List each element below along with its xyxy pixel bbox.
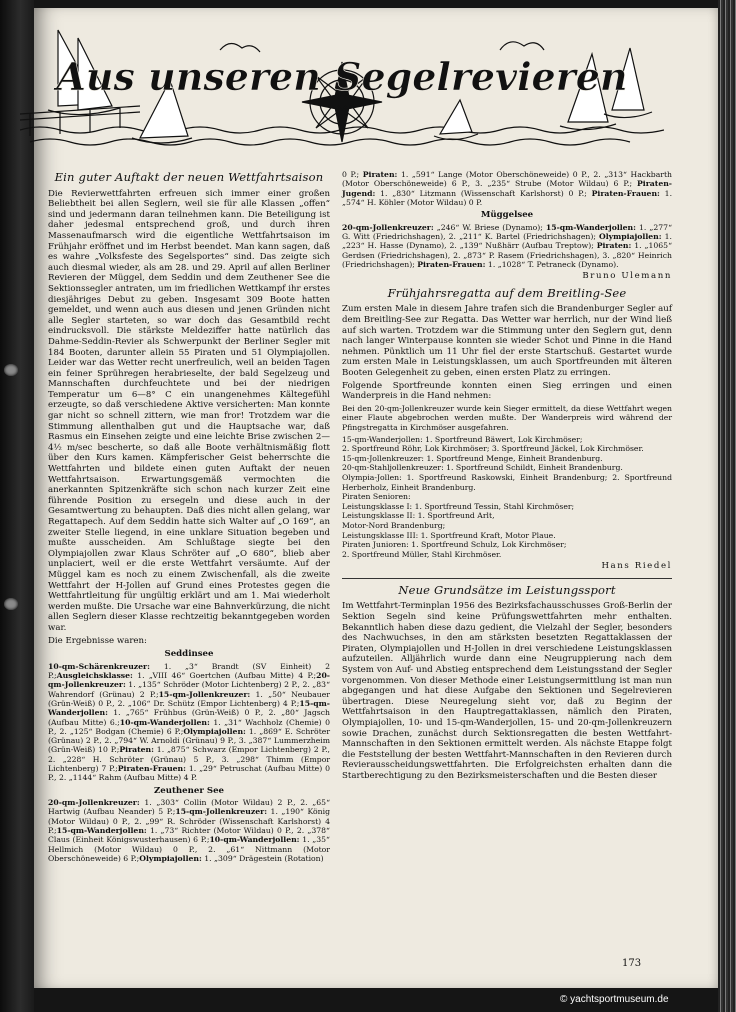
article-paragraph: Die Revierwettfahrten erfreuen sich immer einer großen Beliebtheit bei allen Seglern, weil sie für alle Klassen „offen“ sind und jedermann daran teilnehmen kann. Die Beteiligung ist daher jedesmal entsprechend groß, und durch ihren Massenaufmarsch wird die eigentliche Wettfahrtsaison im Frühjahr eröffnet und im Herbst beendet. Man kann sagen, daß es wahre „Volksfeste des Segelsportes“ sind. Das zeigte sich auch diesmal wieder, als am 28. und 29. April auf allen Berliner Revieren der Müggel, dem Seddin und dem Zeuthener See die Sektionssegler antraten, um im friedlichen Wettkampf ihr erstes diesjähriges Debut zu geben. Insgesamt 309 Boote hatten gemeldet, und wenn auch aus diesen und jenen Gründen nicht alle Segler starteten, so war doch das Gesamtbild recht eindrucksvoll. Die stärkste Meldeziffer hatte natürlich das Dahme-Seddin-Revier als Schwerpunkt der Berliner Segler mit 184 Booten, darunter allein 55 Piraten und 51 Olympiajollen. Leider war das Wetter recht unerfreulich, weil an beiden Tagen ein feiner Sprühregen herabrieselte, der bald Segelzeug und Mannschaften durchfeuchtete und bei der niedrigen Temperatur um 6—8° C ein unangenehmes Kältegefühl erzeugte, so daß verschiedene Aktive versicherten: Man konnte gar nicht so schnell zittern, wie man fror! Trotzdem war die Stimmung allenthalben gut und die Hauptsache war, daß Rasmus ein Einsehen zeigte und eine leichte Brise zwischen 2—4½ m/sec bescherte, so daß alle Boote verhältnismäßig flott über den Kurs kamen. Kämpferischer Geist beherrschte die Wettfahrten und bildete einen guten Auftakt der neuen Wettfahrtsaison. Erwartungsgemäß vermochten die anerkannten Spitzenkräfte sich schon nach kurzer Zeit eine führende Position zu ersegeln und diese auch in der Gesamtwertung zu behaupten. Daß dies nicht allen gelang, war Regattapech. Auf dem Seddin hatte sich Walter auf „O 169“, an zweiter Stelle liegend, in eine unklare Situation begeben und mußte ausscheiden. Am Schlußtage siegte bei den Olympiajollen zwar Klaus Schröter auf „O 680“, blieb aber unplaciert, weil er die erste Wettfahrt versäumte. Auf der Müggel kam es noch zu einem Zwischenfall, als die zweite Wettfahrt der H-Jollen auf Grund eines Protestes gegen die Wettfahrtleitung für ungültig erklärt und am 1. Mai wiederholt werden mußte. Die Ursache war eine Bahnverkürzung, die nicht allen Seglern dieser Klasse rechtzeitig bekanntgegeben worden war. [48,188,330,633]
author-name: Hans Riedel [601,561,672,572]
class-label: 10-qm-Schärenkreuzer: [48,661,150,671]
class-label: Olympiajollen: [183,726,246,736]
left-column [48,170,330,863]
class-label: 15-qm-Wanderjollen: [545,222,636,232]
result-text: 1. „591“ Lange (Motor Oberschöneweide) 0 P., 2. „313“ Hackbarth (Motor Oberschöneweide) 6 P., 3. „235“ Strube (Motor Wildau) 6 P.; [342,170,672,189]
results-list [342,170,672,207]
result-text: 1. „VIII 46“ Goertchen (Aufbau Mitte) 4 P.; [132,671,317,681]
class-label: Piraten: [362,170,398,179]
result-line: 2. Sportfreund Müller, Stahl Kirchmöser. [342,549,502,559]
result-text: 1. „765“ Frühbus (Grün-Weiß) 0 P., 2. „80“ Jagsch (Aufbau Mitte) 6.; [48,708,330,727]
class-label: Ausgleichsklasse: [56,671,133,681]
result-text: 1. „1028“ T. Petraneck (Dynamo). [485,259,619,269]
result-text: 1. „73“ Richter (Motor Wildau) 0 P., 2. „378“ Claus (Einheit Königswusterhausen) 6 P.; [48,826,330,845]
author-name: Bruno Ulemann [582,271,672,282]
result-text: 1. „574“ H. Köhler (Motor Wildau) 0 P. [342,188,673,207]
class-label: Olympiajollen: [599,232,662,242]
article-paragraph: Zum ersten Male in diesem Jahre trafen sich die Brandenburger Segler auf dem Breitling-See zur Regatta. Das Wetter war herrlich, nur der Wind ließ auf sich warten. Trotzdem war die Stimmung unter den Seglern gut, denn nach langer Winterpause konnten sie wieder Schot und Pinne in die Hand nehmen. Pünktlich um 11 Uhr fiel der erste Startschuß. Gestartet wurde zum ersten Male in Leistungsklassen, um auch Sportfreunden mit älteren Booten Gelegenheit zu geben, einen ersten Platz zu erringen. [342,304,672,379]
results-list [342,223,672,269]
result-line: 15-qm-Jollenkreuzer: 1. Sportfreund Menge, Einheit Brandenburg. [342,453,603,463]
class-label: Piraten: [119,745,154,755]
result-text: 1. „190“ König (Motor Wildau) 0 P., 2. „99“ R. Schröder (Wissenschaft Karlshorst) 4 P.; [48,807,330,836]
result-line: 15-qm-Wanderjollen: 1. Sportfreund Bäwert, Lok Kirchmöser; [342,434,583,444]
class-label: Piraten-Frauen: [591,188,660,198]
result-line: 20-qm-Stahljollenkreuzer: 1. Sportfreund Schildt, Einheit Brandenburg. [342,463,623,473]
class-label: Piraten-Frauen: [417,259,486,269]
class-label: 10-qm-Wanderjollen: [209,835,300,845]
class-label: Olympiajollen: [139,853,202,863]
class-label: Piraten-Frauen: [117,763,186,773]
result-text: 0 P.; [342,170,363,179]
article-title: Frühjahrsregatta auf dem Breitling-See [387,285,627,300]
result-text: 1. „35“ Hellmich (Motor Wildau) 0 P., 2. „61“ Nittmann (Motor Oberschöneweide) 6 P.; [48,835,330,863]
result-line: Olympia-Jollen: 1. Sportfreund Raskowski, Einheit Brandenburg; 2. Sportfreund Herberholz, Einheit Brandenburg. [342,472,672,492]
result-text: 1. „50“ Neubauer (Grün-Weiß) 0 P., 2. „106“ Dr. Schütz (Empor Lichtenberg) 4 P.; [48,689,330,708]
section-heading: Zeuthener See [153,785,225,796]
result-line: Piraten Senioren: [342,492,411,502]
page-number: 173 [622,958,642,969]
result-text: 1. „309“ Drägestein (Rotation) [201,853,324,863]
class-label: 20-qm-Jollenkreuzer: [342,222,434,232]
result-text: 1. „830“ Litzmann (Wissenschaft Karlshorst) 0 P.; [375,188,592,198]
result-text: 1. „303“ Collin (Motor Wildau) 2 P., 2. „65“ Hartwig (Aufbau Neander) 5 P.; [48,798,330,817]
result-text: 1. „1065“ Gerdsen (Friedrichshagen), 2. „873“ P. Rasem (Friedrichshagen), 3. „820“ Heinrich (Friedrichshagen); [342,241,672,269]
watermark-credit: © yachtsportmuseum.de [560,994,669,1005]
results-list [48,662,330,783]
binding-hole [4,598,18,610]
class-label: 15-qm-Jollenkreuzer: [158,689,251,699]
class-label: Piraten-Jugend: [342,179,672,198]
class-label: 20-qm-Jollenkreuzer: [48,798,140,808]
class-label: Piraten: [596,241,632,251]
class-label: 20-qm-Jollenkreuzer: [48,671,330,690]
result-line: Leistungsklasse III: 1. Sportfreund Kraft, Motor Plaue. [342,530,556,540]
header-illustration [20,10,664,160]
result-text: 1. „135“ Schröder (Motor Lichtenberg) 2 P., 2. „83“ Wahrendorf (Grünau) 2 P.; [48,680,330,699]
article-note: Bei den 20-qm-Jollenkreuzer wurde kein Sieger ermittelt, da diese Wettfahrt wegen einer Flaute abgebrochen werden mußte. Der Wanderpreis wird während der Pfingstregatta in Kirchmöser ausgefahren. [342,403,672,432]
result-line: Leistungsklasse I: 1. Sportfreund Tessin, Stahl Kirchmöser; [342,501,575,511]
header-title: Aus unseren Segelrevieren [56,54,628,99]
result-line: Motor-Nord Brandenburg; [342,520,446,530]
result-line: 2. Sportfreund Röhr, Lok Kirchmöser; 3. Sportfreund Jäckel, Lok Kirchmöser. [342,444,644,454]
article-title: Ein guter Auftakt der neuen Wettfahrtsaison [54,170,324,184]
result-text: 1. „223“ H. Hasse (Dynamo), 2. „139“ Nußhärr (Aufbau Treptow); [342,232,672,251]
result-text: 1. „869“ E. Schröter (Grünau) 2 P., 2. „794“ W. Arnoldi (Grünau) 9 P., 3. „387“ Lummerzheim (Grün-Weiß) 10 P.; [48,726,331,755]
section-heading: Müggelsee [480,210,534,221]
class-label: 15-qm-Jollenkreuzer: [175,807,268,817]
class-label: 10-qm-Wanderjollen: [119,717,210,727]
article-paragraph: Folgende Sportfreunde konnten einen Sieg erringen und einen Wanderpreis in die Hand nehmen: [342,380,672,402]
class-label: 15-qm-Wanderjollen: [56,826,147,836]
result-line: Leistungsklasse II: 1. Sportfreund Arlt, [342,511,495,521]
page-edges [718,0,736,1012]
article-paragraph: Im Wettfahrt-Terminplan 1956 des Bezirksfachausschusses Groß-Berlin der Sektion Segeln sind keine Prüfungswettfahrten mehr enthalten. Bekanntlich haben diese dazu gedient, die Vielzahl der Segler, besonders des Nachwuchses, in den am stärksten besetzten Regattaklassen der Piraten, Olympiajollen und H-Jollen in drei verschiedene Leistungsklassen aufzuteilen. Alljährlich wurde dann eine Neugruppierung nach dem System von Auf- und Abstieg entsprechend dem Leistungsstand der Segler vorgenommen. Von dieser Methode einer Leistungsermittlung ist man nun abgegangen und hat diese Aufgabe den Sektionen und Segelrevieren übertragen. Diese Neuregelung sieht vor, daß zu Beginn der Wettfahrtsaison in den Hauptregattaklassen, nämlich den Piraten, Olympiajollen, 10- und 15-qm-Wanderjollen, 15- und 20-qm-Jollenkreuzern sowie Drachen, zunächst durch Sektionsregatten die besten Wettfahrt-Mannschaften in den Sektionen ermittelt werden. Als nächste Etappe folgt die Feststellung der besten Wettfahrt-Mannschaften in den Revieren durch Revierausscheidungswettfahrten. Die Erfolgreichsten erhalten dann die Startberechtigung zu den Bezirksmeisterschaften und die Besten dieser [342,601,672,781]
section-heading: Seddinsee [164,649,214,660]
result-text: 1. „277“ G. Witt (Friedrichshagen), 2. „211“ K. Bartel (Friedrichshagen); [342,222,672,242]
class-label: 15-qm-Wanderjollen: [48,698,330,718]
result-text: 1. „29“ Petruschat (Aufbau Mitte) 0 P., 2. „1144“ Rahm (Aufbau Mitte) 4 P. [48,763,330,783]
result-text: 1. „3“ Brandt (SV Einheit) 2 P.; [48,661,330,681]
results-intro: Die Ergebnisse waren: [48,635,147,646]
right-column [342,170,672,784]
results-list [342,435,672,560]
article-title: Neue Grundsätze im Leistungssport [398,582,616,597]
divider [342,578,672,579]
result-text: 1. „31“ Wachholz (Chemie) 0 P., 2. „125“ Bodgan (Chemie) 6 P.; [48,717,330,736]
binding-hole [4,364,18,376]
results-list [48,798,330,863]
result-text: 1. „875“ Schwarz (Empor Lichtenberg) 2 P., 2. „228“ H. Schröter (Grünau) 5 P., 3. „298“ Thimm (Empor Lichtenberg) 7 P.; [48,745,331,773]
result-text: „246“ W. Briese (Dynamo); [433,222,546,232]
result-line: Piraten Junioren: 1. Sportfreund Schulz, Lok Kirchmöser; [342,540,567,550]
